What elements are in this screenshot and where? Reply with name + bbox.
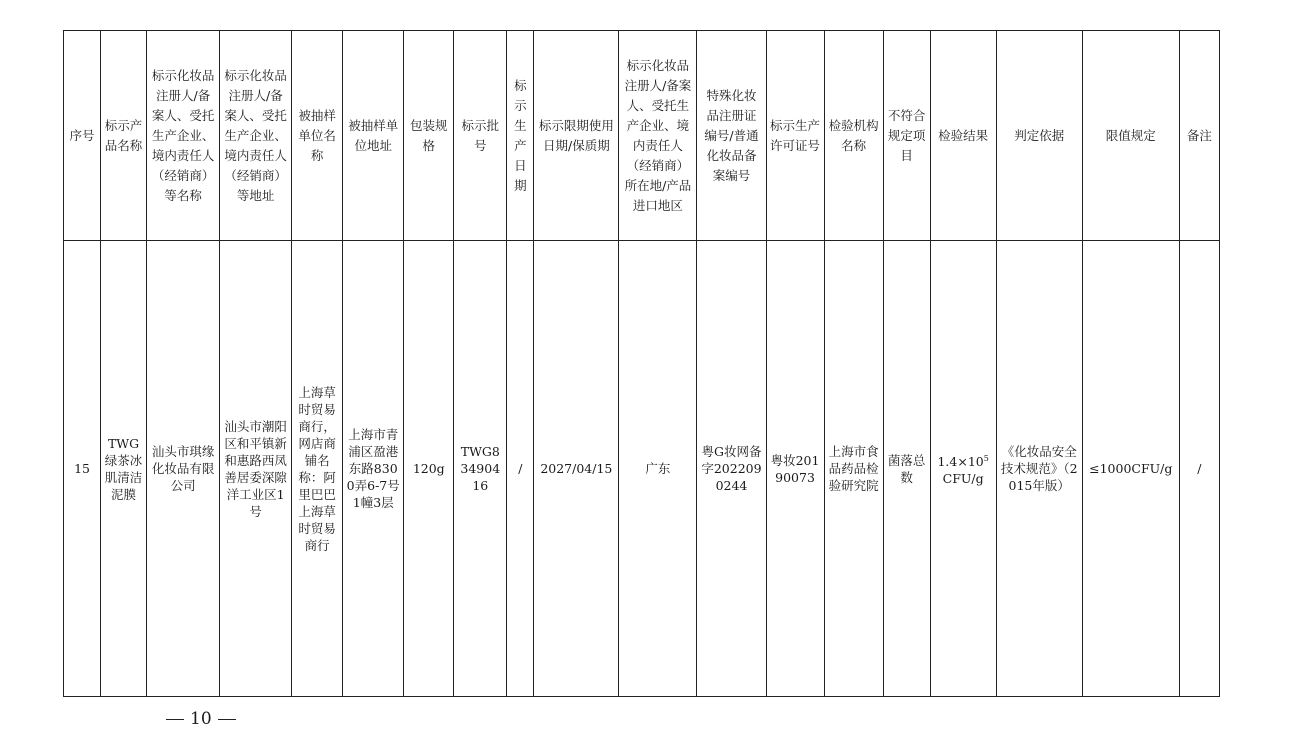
header-basis: 判定依据 [996, 31, 1082, 241]
cell-expiry: 2027/04/15 [534, 241, 619, 697]
cell-registrant-address: 汕头市潮阳区和平镇新和惠路西凤善居委深隙洋工业区1号 [220, 241, 292, 697]
cell-limit: ≤1000CFU/g [1082, 241, 1179, 697]
header-result: 检验结果 [930, 31, 996, 241]
header-limit: 限值规定 [1082, 31, 1179, 241]
header-remark: 备注 [1179, 31, 1219, 241]
table-header-row [64, 31, 1220, 241]
cell-remark: / [1179, 241, 1219, 697]
cell-origin: 广东 [619, 241, 697, 697]
inspection-table [63, 30, 1220, 697]
footer-dash-left [166, 719, 184, 720]
table-row [64, 241, 1220, 697]
cell-production-date: / [507, 241, 534, 697]
header-registrant: 标示化妆品注册人/备案人、受托生产企业、境内责任人（经销商）等名称 [147, 31, 220, 241]
page-footer [160, 709, 242, 729]
cell-package: 120g [404, 241, 454, 697]
header-license: 标示生产许可证号 [766, 31, 824, 241]
header-registrant-address: 标示化妆品注册人/备案人、受托生产企业、境内责任人（经销商）等地址 [220, 31, 292, 241]
cell-registrant: 汕头市琪缘化妆品有限公司 [147, 241, 220, 697]
cell-sampled-address: 上海市青浦区盈港东路8300弄6-7号1幢3层 [343, 241, 404, 697]
header-sampled-address: 被抽样单位地址 [343, 31, 404, 241]
cell-certificate-number: 粤G妆网备字2022090244 [697, 241, 766, 697]
footer-dash-right [218, 719, 236, 720]
header-product: 标示产品名称 [101, 31, 147, 241]
cell-inspector: 上海市食品药品检验研究院 [824, 241, 883, 697]
header-expiry: 标示限期使用日期/保质期 [534, 31, 619, 241]
header-seq: 序号 [64, 31, 101, 241]
header-batch: 标示批号 [454, 31, 507, 241]
header-package: 包装规格 [404, 31, 454, 241]
header-production-date: 标示生产日期 [507, 31, 534, 241]
result-base: 1.4×10 [937, 454, 984, 470]
header-failed-item: 不符合规定项目 [883, 31, 930, 241]
result-exponent: 5 [983, 453, 989, 463]
header-certificate-number: 特殊化妆品注册证编号/普通化妆品备案编号 [697, 31, 766, 241]
header-sampled-unit: 被抽样单位名称 [292, 31, 343, 241]
result-unit: CFU/g [942, 471, 984, 487]
page-number: 10 [190, 709, 212, 729]
cell-sampled-unit: 上海草时贸易商行，网店商铺名称：阿里巴巴上海草时贸易商行 [292, 241, 343, 697]
cell-basis: 《化妆品安全技术规范》（2015年版） [996, 241, 1082, 697]
header-origin: 标示化妆品注册人/备案人、受托生产企业、境内责任人（经销商）所在地/产品进口地区 [619, 31, 697, 241]
cell-product: TWG绿茶冰肌清洁泥膜 [101, 241, 147, 697]
cell-license: 粤妆20190073 [766, 241, 824, 697]
cell-result [930, 241, 996, 697]
cell-batch: TWG83490416 [454, 241, 507, 697]
cell-failed-item: 菌落总数 [883, 241, 930, 697]
cell-seq: 15 [64, 241, 101, 697]
header-inspector: 检验机构名称 [824, 31, 883, 241]
